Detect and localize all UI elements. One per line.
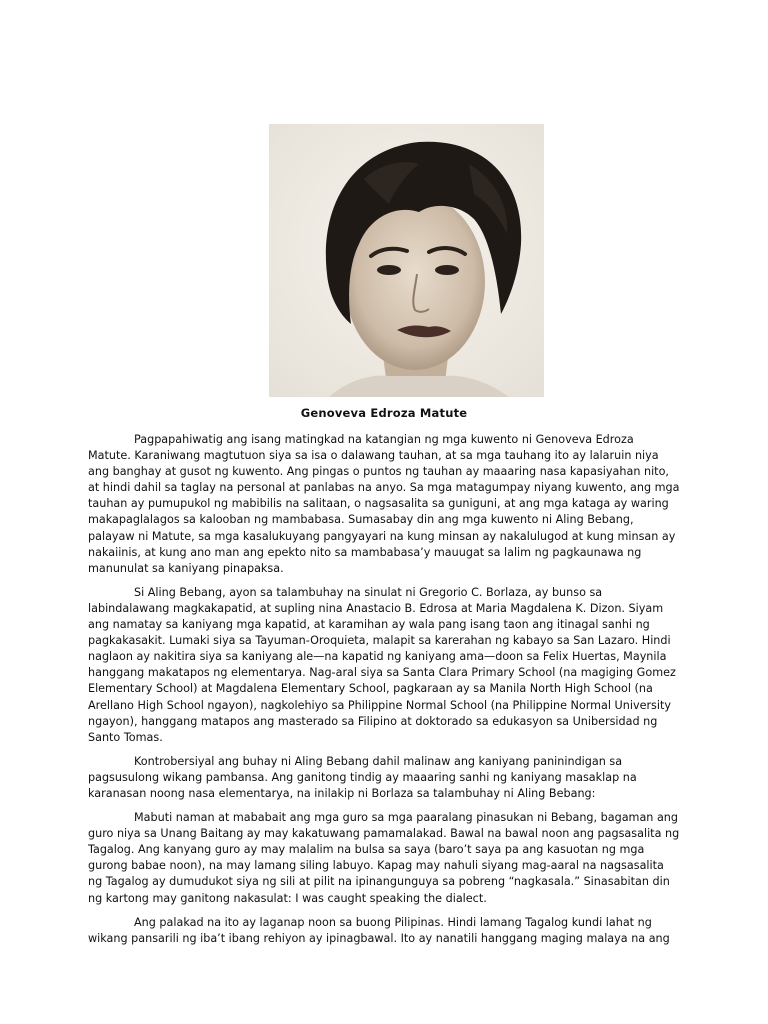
photo-caption: Genoveva Edroza Matute <box>300 406 468 420</box>
quoted-paragraph: Mabuti naman at mababait ang mga guro sa mga paaralang pinasukan ni Bebang, bagaman ang guro niya sa Unang Baitang ay may kakatuwang pamamalakad. Bawal na bawal noon ang pagsasalita ng Tagalog. Ang kanyang guro ay may malalim na bulsa sa saya (baro’t saya pa ang kasuotan ng mga gurong babae noon), na may lamang siling labuyo. Kapag may nahuli siyang mag-aaral na nagsasalita ng Tagalog ay dumudukot siya ng sili at pilit na ipinangunguya sa pobreng “nagkasala.” Sinasabitan din ng kartong may ganitong nakasulat: I was caught speaking the dialect. <box>88 811 680 905</box>
article-body <box>88 432 680 955</box>
paragraph: Si Aling Bebang, ayon sa talambuhay na sinulat ni Gregorio C. Borlaza, ay bunso sa labindalawang magkakapatid, at supling nina Anastacio B. Edrosa at Maria Magdalena K. Dizon. Siyam ang namatay sa kaniyang mga kapatid, at karamihan ay wala pang isang taon ang itinagal sanhi ng pagkakasakit. Lumaki siya sa Tayuman-Oroquieta, malapit sa karerahan ng kabayo sa San Lazaro. Hindi naglaon ay nakitira siya sa kaniyang ale—na kapatid ng kaniyang ama—doon sa Felix Huertas, Maynila hanggang makatapos ng elementarya. Nag-aral siya sa Santa Clara Primary School (na magiging Gomez Elementary School) at Magdalena Elementary School, pagkaraan ay sa Manila North High School (na Arellano High School ngayon), nagkolehiyo sa Philippine Normal School (na Philippine Normal University ngayon), hanggang matapos ang masterado sa Filipino at doktorado sa edukasyon sa Unibersidad ng Santo Tomas. <box>88 585 676 744</box>
paragraph: Pagpapahiwatig ang isang matingkad na katangian ng mga kuwento ni Genoveva Edroza Matute. Karaniwang magtutuon siya sa isa o dalawang tauhan, at sa mga tauhang ito ay lalaruin niya ang banghay at gusot ng kuwento. Ang pingas o puntos ng tauhan ay maaaring nasa kapasiyahan nito, at hindi dahil sa taglay na personal at panlabas na anyo. Sa mga matagumpay niyang kuwento, ang mga tauhan ay pumupukol ng mabibilis na salitaan, o nagsasalita sa guniguni, at ang mga kataga ay waring makapaglalagos sa kalooban ng mambabasa. Sumasabay din ang mga kuwento ni Aling Bebang, palayaw ni Matute, sa mga kasalukuyang pangyayari na kung minsan ay nakalulugod at kung minsan ay nakaiinis, at kung ano man ang epekto nito sa mambabasa’y mauugat sa lalim ng pagkaunawa ng manunulat sa kaniyang pinapaksa. <box>88 433 680 575</box>
portrait-photo <box>269 124 544 397</box>
paragraph: Kontrobersiyal ang buhay ni Aling Bebang dahil malinaw ang kaniyang paninindigan sa pagsusulong wikang pambansa. Ang ganitong tindig ay maaaring sanhi ng kaniyang masaklap na karanasan noong nasa elementarya, na inilakip ni Borlaza sa talambuhay ni Aling Bebang: <box>88 754 637 800</box>
paragraph: Ang palakad na ito ay laganap noon sa buong Pilipinas. Hindi lamang Tagalog kundi lahat ng wikang pansarili ng iba’t ibang rehiyon ay ipinagbawal. Ito ay nanatili hanggang maging malaya na ang <box>88 915 670 945</box>
